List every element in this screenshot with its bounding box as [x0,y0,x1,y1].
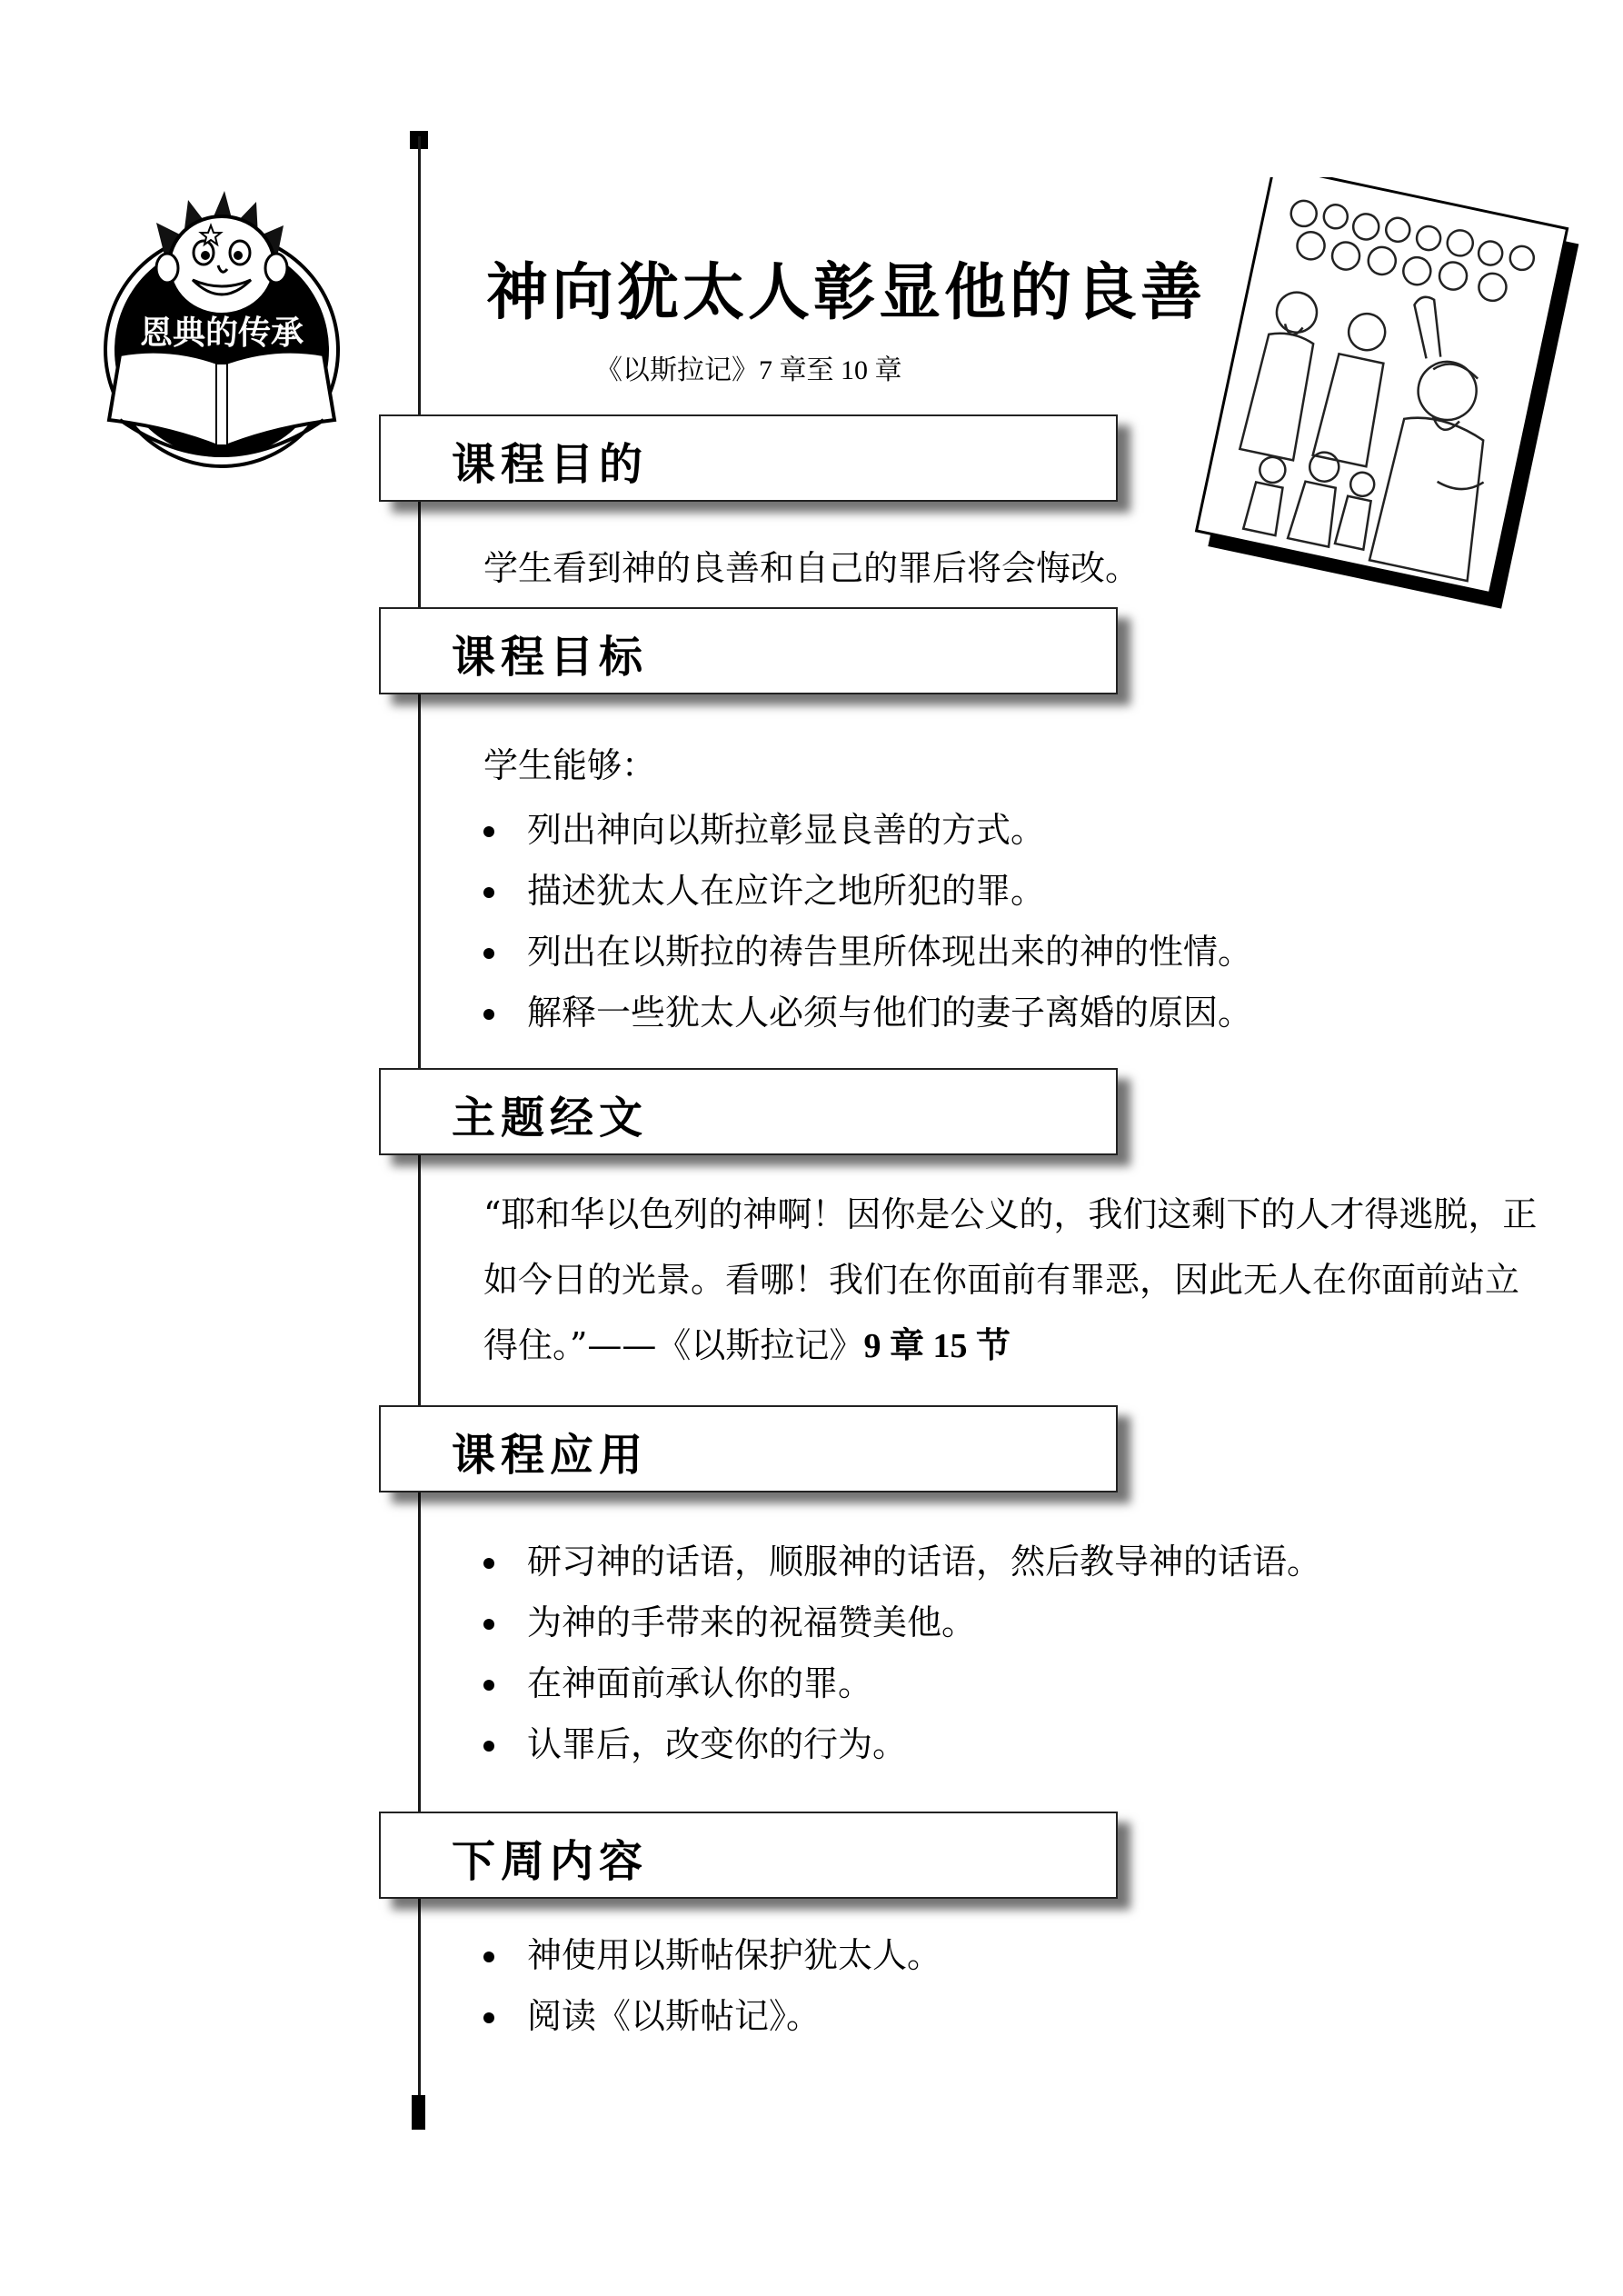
section-heading: 主题经文 [452,1093,649,1143]
list-item: 解释一些犹太人必须与他们的妻子离婚的原因。 [483,983,1252,1043]
list-item: 为神的手带来的祝福赞美他。 [483,1592,1321,1653]
list-item: 描述犹太人在应许之地所犯的罪。 [483,861,1252,922]
timeline-bottom-cap [412,2095,425,2130]
boy-reading-book-logo [102,182,343,486]
list-item: 阅读《以斯帖记》。 [483,1986,941,2047]
section-header-next-week [379,1812,1118,1899]
section-heading: 课程目的 [452,439,649,490]
section-heading: 下周内容 [452,1836,649,1887]
section-heading: 课程应用 [452,1430,649,1481]
list-item: 研习神的话语，顺服神的话语，然后教导神的话语。 [483,1532,1321,1592]
key-verse-text [483,1182,1538,1379]
list-item: 认罪后，改变你的行为。 [483,1714,1321,1775]
list-item: 列出神向以斯拉彰显良善的方式。 [483,800,1252,861]
list-item: 神使用以斯帖保护犹太人。 [483,1925,941,1986]
page-subtitle: 《以斯拉记》7 章至 10 章 [595,355,902,385]
crowd-praising-illustration [1181,177,1581,614]
next-week-list [483,1925,941,2047]
list-item: 在神面前承认你的罪。 [483,1653,1321,1714]
section-heading: 课程目标 [452,632,649,683]
purpose-text: 学生看到神的良善和自己的罪后将会悔改。 [483,548,1140,588]
verse-body: “耶和华以色列的神啊！因你是公义的，我们这剩下的人才得逃脱，正如今日的光景。看哪！我们在你面前有罪恶，因此无人在你面前站立得住。”——《以斯拉记》 [483,1194,1538,1365]
logo-text: 恩典的传承 [139,314,304,352]
application-list [483,1532,1321,1775]
verse-reference: 9 章 15 节 [863,1327,1011,1365]
list-item: 列出在以斯拉的祷告里所体现出来的神的性情。 [483,922,1252,983]
section-header-purpose [379,414,1118,502]
objectives-list [483,800,1252,1043]
section-header-objectives [379,607,1118,694]
page-title: 神向犹太人彰显他的良善 [486,256,1207,329]
section-header-key-verse [379,1068,1118,1155]
section-header-application [379,1405,1118,1492]
objectives-intro: 学生能够： [483,745,657,785]
